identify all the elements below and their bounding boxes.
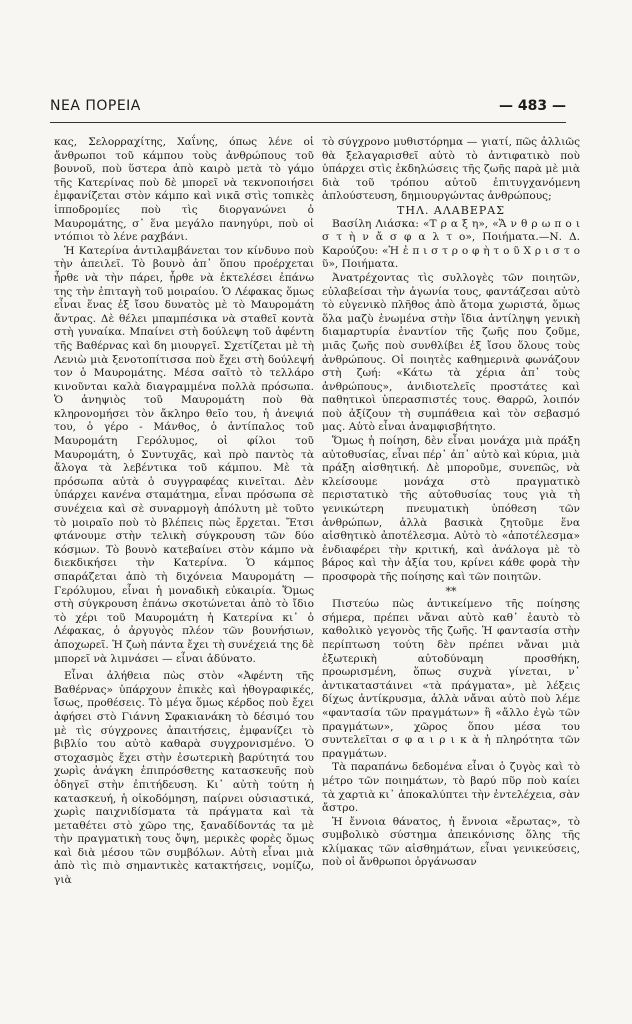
- paragraph: Εἶναι ἀλήθεια πὼς στὸν «Ἀφέντη τῆς Βαθέρνας» ὑπάρχουν ἐπικὲς καὶ ἠθογραφικές, ἴσως, προθέσεις. Τὸ μέγα ὅμως κέρδος ποὺ ἔχει ἀφήσει στὸ Γιάννη Σφακιανάκη τὸ δέσιμό του μὲ τὶς σύγχρονες ἀπαιτήσεις, ἐμφανίζει τὸ βιβλίο του αὐτὸ καθαρὰ συγχρονισμένο. Ὁ στοχασμὸς ἔχει στὴν ἐσωτερικὴ βαρύτητά του χωρὶς ἀνάγκη ἐπιπρόσθετης κατασκευῆς ποὺ ὁδηγεῖ στὴν ἐπιτήδευση. Κι᾿ αὐτὴ τούτη ἡ κατασκευή, ἡ οἰκοδόμηση, παίρνει οὐσιαστικά, χωρὶς παιχνιδίσματα τὰ πράγματα καὶ τὰ μεταθέτει στὸ χῶρο της, ξαναδίδοντάς τα μὲ τὴν πραγματικὴ τους ὄψη, μερικὲς φορὲς ὅμως καὶ διὰ μέσου τῶν συμβόλων. Αὐτὴ εἶναι μιὰ ἀπὸ τὶς πιὸ σημαντικὲς κατακτήσεις, νομίζω, γιὰ: [54, 670, 314, 887]
- paragraph: τὸ σύγχρονο μυθιστόρημα — γιατί, πῶς ἀλλιῶς θὰ ξελαγαρισθεῖ αὐτὸ τὸ ἀντιφατικὸ ποὺ ὑπάρχει στὶς ἐκδηλώσεις τῆς ζωῆς παρὰ μὲ μιὰ διὰ τοῦ τρόπου αὐτοῦ ἐπιτυγχανόμενη ἀπλούστευση, δημιουργώντας ἀνθρώπους;: [322, 136, 580, 203]
- right-column: [322, 136, 580, 870]
- paragraph: κας, Σελορραχίτης, Χαΐνης, όπως λένε οἱ ἄνθρωποι τοῦ κάμπου τοὺς ἀνθρώπους τοῦ βουνοῦ, ποὺ ὕστερα ἀπὸ καιρὸ μετὰ τὸ γάμο τῆς Κατερίνας ποὺ δὲ μπορεῖ νὰ τεκνοποιήσει ἐμφανίζεται στὸν κάμπο καὶ νικᾶ στὶς τοπικὲς ἱπποδρομίες ποὺ τὶς διοργανώνει ὁ Μαυρομάτης, σ᾿ ἕνα μεγάλο πανηγύρι, ποὺ οἱ ντόπιοι τὸ λένε ραχβάνι.: [54, 136, 314, 244]
- paragraph: Ἡ ἔννοια θάνατος, ἡ ἔννοια «ἔρωτας», τὸ συμβολικὸ σύστημα ἀπεικόνισης ὅλης τῆς κλίμακας τῶν αἰσθημάτων, εἶναι γενικεύσεις, ποὺ οἱ ἄνθρωποι ὀργάνωσαν: [322, 815, 580, 869]
- paragraph: Ἡ Κατερίνα ἀντιλαμβάνεται τον κίνδυνο ποὺ τὴν ἀπειλεῖ. Τὸ βουνὸ ἀπ᾿ ὅπου προέρχεται ἦρθε νὰ τὴν πάρει, ἦρθε νὰ ἐκτελέσει ἐπάνω της τὴν ἐπιταγὴ τοῦ μοιραίου. Ὁ Λέφακας ὅμως εἶναι ἕνας ἐξ ἴσου δυνατὸς μὲ τὸ Μαυρομάτη ἄντρας. Δὲ θέλει μπαμπέσικα νὰ σταθεῖ κοντὰ στὴ γυναίκα. Μπαίνει στὴ δούλεψη τοῦ ἀφέντη τῆς Βαθέρνας καὶ δη μιουργεῖ. Σχετίζεται μὲ τὴ Λενιὼ μιὰ ξενοτοπίτισσα ποὺ ἔχει στὴ δούλεψή τον ὁ Μαυρομάτης. Μέσα σαῖτὸ τὸ τελλάρο κινοῦνται καλὰ διαγραμμένα πολλὰ πρόσωπα. Ὁ ἀνηψιὸς τοῦ Μαυρομάτη ποὺ θὰ κληρονομήσει τὸν ἄκληρο θεῖο του, ἡ ἀνεψιά του, ὁ γέρο - Μάνθος, ὁ ἀντίπαλος τοῦ Μαυρομάτη Γερόλυμος, οἱ φίλοι τοῦ Μαυρομάτη, ὁ Συντυχᾶς, καὶ πρὸ παντὸς τὰ ἄλογα τὰ λεβέντικα τοῦ κάμπου. Μὲ τὰ πρόσωπα αὐτὰ ὁ συγγραφέας κινεῖται. Δὲν ὑπάρχει κανένα σταμάτημα, εἶναι πρόσωπα σὲ συνέχεια καὶ σὲ συναρμογὴ ἀπόλυτη μὲ τοῦτο τὸ μοιραῖο ποὺ τὸ βλέπεις πὼς ἔρχεται. Ἔτσι φτάνουμε στὴν τελικὴ σύγκρουση τῶν δύο κόσμων. Τὸ βουνὸ κατεβαίνει στὸν κάμπο νὰ διεκδικήσει τὴν Κατερίνα. Ὁ κάμπος σπαράζεται ἀπὸ τὴ διχόνεια Μαυρομάτη — Γερόλυμου, εἶναι ἡ μοναδικὴ εὐκαιρία. Ὅμως στὴ σύγκρουση ἐπάνω σκοτώνεται ἀπὸ τὸ ἴδιο τὸ χέρι τοῦ Μαυρομάτη ἡ Κατερίνα κι᾿ ὁ Λέφακας, ὁ ἀργυγὸς πλέον τῶν βουνήσιων, ἀποχωρεῖ. Ἡ ζωὴ πάντα ἔχει τὴ συνέχειά της δὲ μπορεῖ νὰ λιμνάσει — εἶναι ἀδύνατο.: [54, 244, 314, 665]
- author-signature: ΤΗΛ. ΑΛΑΒΕΡΑΣ: [397, 203, 505, 217]
- page-header: [50, 98, 566, 122]
- section-separator: **: [445, 584, 457, 598]
- journal-title: ΝΕΑ ΠΟΡΕΙΑ: [50, 98, 141, 114]
- left-column: [54, 136, 314, 888]
- paragraph: Ὅμως ἡ ποίηση, δὲν εἶναι μονάχα μιὰ πράξη αὐτοθυσίας, εἶναι πέρ᾿ ἀπ᾿ αὐτὸ καὶ κύρια, μιὰ πράξη αἰσθητική. Δὲ μποροῦμε, συνεπῶς, νὰ κλείσουμε μονάχα στὸ πραγματικὸ περιστατικὸ τῆς αὐτοθυσίας τους γιὰ τὴ γενικώτερη πνευματικὴ ὑπόθεση τῶν ἀνθρώπων, ἀλλὰ βασικὰ ζητοῦμε ἕνα αἰσθητικὸ ἀποτέλεσμα. Αὐτὸ τὸ «ἀποτέλεσμα» ἐνδιαφέρει τὴν κριτική, καὶ ἀνάλογα μὲ τὸ βάρος καὶ τὴν ἀξία του, κρίνει κάθε φορὰ τὴν προσφορὰ τῆς ποίησης καὶ τῶν ποιητῶν.: [322, 435, 580, 583]
- paragraph: Τὰ παραπάνω δεδομένα εἶναι ὁ ζυγὸς καὶ τὸ μέτρο τῶν ποιημάτων, τὸ βαρύ πῦρ ποὺ καίει τὰ χαρτιὰ κι᾿ ἀποκαλύπτει τὴν ἐντελέχεια, σὰν ἄστρο.: [322, 761, 580, 815]
- paragraph: Ἀνατρέχοντας τὶς συλλογὲς τῶν ποιητῶν, εὐλαβείσαι τὴν ἀγωνία τους, φαντάζεσαι αὐτὸ τὸ εὐγενικὸ πλῆθος ἀπὸ ἄτομα χωριστά, ὅμως ὅλα μαζὺ ἑνωμένα στὴν ἴδια ἀντίληψη γενικὴ διαμαρτυρία ἐναντίον τῆς ζωῆς που ζοῦμε, μιᾶς ζωῆς ποὺ συνθλίβει ἐξ ἴσου ὅλους τοὺς ἀνθρώπους. Οἱ ποιητὲς καθημερινὰ φωνάζουν στὴ ζωή: «Κάτω τὰ χέρια ἀπ᾿ τοὺς ἀνθρώπους», ἀνιδιοτελεῖς προστάτες καὶ παθητικοὶ ὑπερασπιστές τους. Θαρρῶ, λοιπόν ποὺ ἀξίζουν τὴ συμπάθεια καὶ τὸν σεβασμό μας. Αὐτὸ εἶναι ἀναμφισβήτητο.: [322, 271, 580, 434]
- book-reference: Βασίλη Λιάσκα: «Τ ρ α ξ η», «Ἄ ν θ ρ ω π ο ι σ τ ὴ ν ἄ σ φ α λ τ ο», Ποιήματα.—Ν. Δ. Καρούζου: «Ἡ ἐ π ι σ τ ρ ο φ ὴ τ ο ῦ Χ ρ ι σ τ ο ῦ», Ποιήματα.: [322, 217, 580, 271]
- paragraph: Πιστεύω πὼς ἀντικείμενο τῆς ποίησης σήμερα, πρέπει νἄναι αὐτὸ καθ᾿ ἑαυτὸ τὸ καθολικὸ γεγονὸς τῆς ζωῆς. Ἡ φαντασία στὴν περίπτωση τούτη δὲν πρέπει νἄναι μιὰ ἐξωτερικὴ αὐτοδύναμη προσθήκη, προωρισμένη, ὅπως συχνὰ γίνεται, ν᾿ ἀντικαταστάινει «τὰ πράγματα», μὲ λέξεις δίχως ἀντίκρυσμα, ἀλλὰ νἄναι αὐτὸ ποὺ λέμε «φαντασία τῶν πραγμάτων» ἢ «ἄλλο ἐγὼ τῶν πραγμάτων», χῶρος ὅπου μέσα του συντελεῖται σ φ α ι ρ ι κ ὰ ἡ πληρότητα τῶν πραγμάτων.: [322, 598, 580, 760]
- header-rule: [50, 122, 566, 123]
- page-number: — 483 —: [499, 98, 566, 114]
